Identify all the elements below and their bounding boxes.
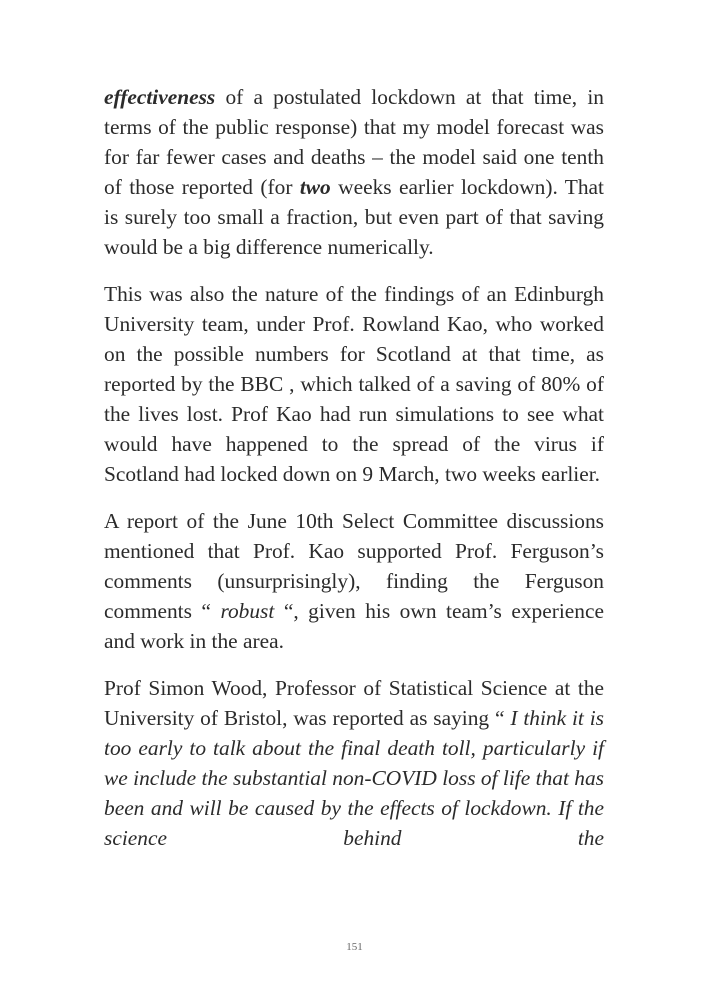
paragraph-text: A report of the June 10th Select Committee discussions mentioned that Prof. Kao supported Prof. Ferguson’s comments (unsurprisingly), finding the Ferguson comments “ xyxy=(104,509,604,623)
paragraph-3 xyxy=(104,506,604,656)
paragraph-1 xyxy=(104,82,604,262)
paragraph-4 xyxy=(104,673,604,853)
paragraph-text: This was also the nature of the findings of an Edinburgh University team, under Prof. Rowland Kao, who worked on the possible numbers for Scotland at that time, as reported by the BBC , which talked of a saving of 80% of the lives lost. Prof Kao had run simulations to see what would have happened to the spread of the virus if Scotland had locked down on 9 March, two weeks earlier. xyxy=(104,282,604,486)
paragraph-text: “, given his own team’s experience and work in the area. xyxy=(104,599,604,653)
italic-quote: I think it is too early to talk about the final death toll, particularly if we include the substantial non-COVID loss of life that has been and will be caused by the effects of lockdown. If the science behind the xyxy=(104,706,604,850)
paragraph-text: of a postulated lockdown at that time, in terms of the public response) that my model forecast was for far fewer cases and deaths – the model said one tenth of those reported (for xyxy=(104,85,604,199)
page-body xyxy=(104,82,604,870)
page-number: 151 xyxy=(346,941,363,953)
paragraph-text: Prof Simon Wood, Professor of Statistical Science at the University of Bristol, was reported as saying “ xyxy=(104,676,604,730)
bold-italic-text: effectiveness xyxy=(104,85,216,109)
paragraph-2 xyxy=(104,279,604,489)
paragraph-text: weeks earlier lockdown). That is surely too small a fraction, but even part of that saving would be a big difference numerically. xyxy=(104,175,604,259)
bold-italic-text: two xyxy=(299,175,331,199)
italic-quote: robust xyxy=(220,599,275,623)
